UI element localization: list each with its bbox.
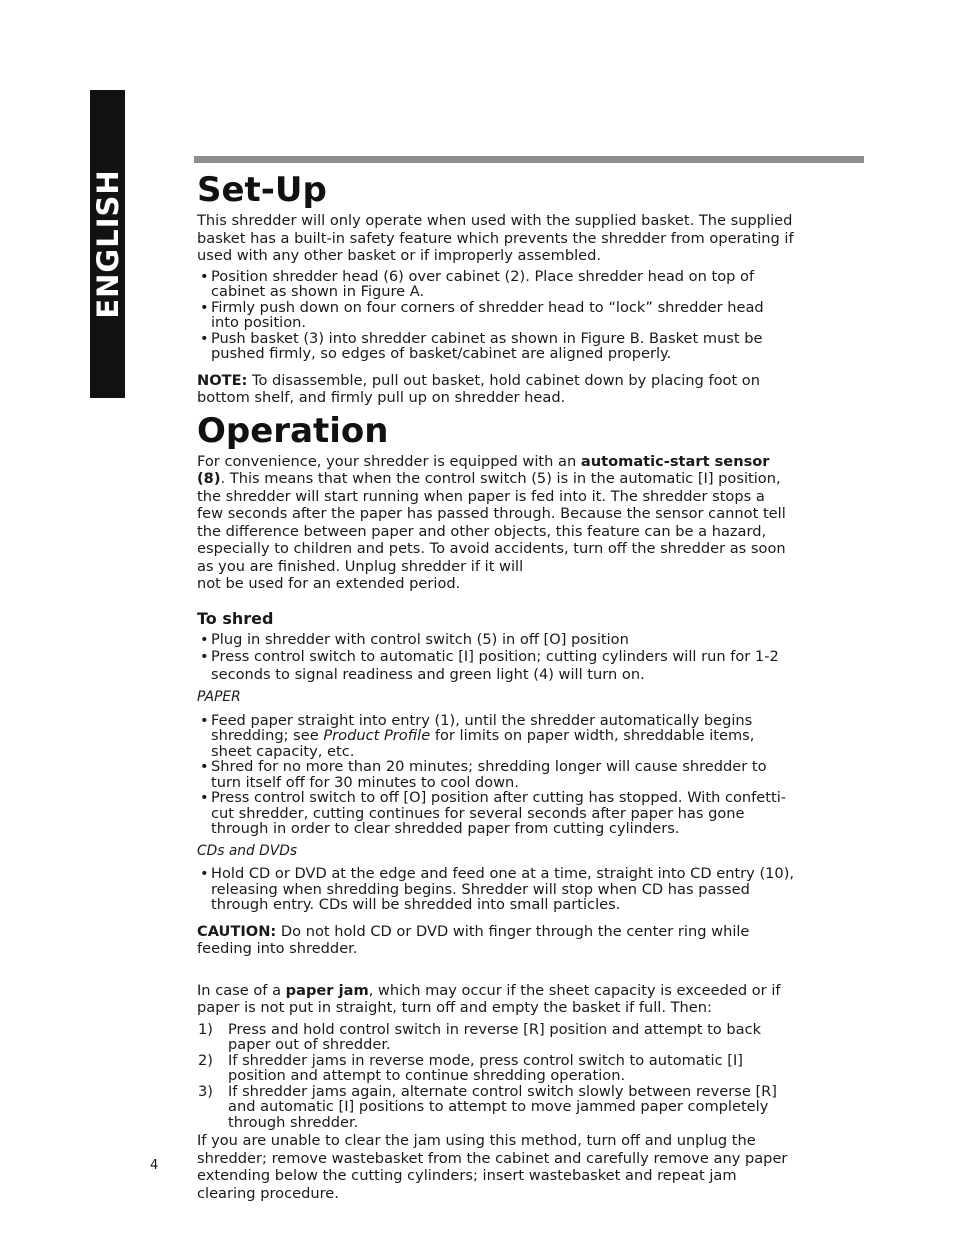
- jam-text-cont: , which may occur if the sheet capacity is exceeded or if paper is not put in straight, turn off and empty the basket if full. Then:: [197, 981, 781, 1016]
- paper-jam-term: paper jam: [285, 981, 369, 999]
- step-item: [197, 1084, 795, 1131]
- paper-jam-intro: [197, 982, 795, 1017]
- list-item: • Press control switch to automatic [I] position; cutting cylinders will run for 1-2 seconds to signal readiness and green light (4) will turn on.: [197, 648, 795, 683]
- to-shred-heading: To shred: [197, 608, 274, 628]
- list-item: [197, 713, 795, 760]
- caution-text: Do not hold CD or DVD with finger through the center ring while feeding into shredder.: [197, 922, 750, 957]
- step-number: 1): [198, 1020, 213, 1038]
- paper-bullets: [197, 713, 795, 837]
- step-item: [197, 1022, 795, 1053]
- intro-text-cont: . This means that when the control switch (5) is in the automatic [I] position, the shredder will start running when paper is fed into it. The shredder stops a few seconds after the paper has passed through. Because the sensor cannot tell the difference between paper and other objects, this feature can be a hazard, especially to children and pets. To avoid accidents, turn off the shredder as soon as you are finished. Unplug shredder if it will: [197, 470, 786, 575]
- jam-text: In case of a: [197, 981, 286, 999]
- list-item: • Firmly push down on four corners of shredder head to “lock” shredder head into position.: [197, 300, 795, 331]
- step-number: 2): [198, 1051, 213, 1069]
- operation-intro: [197, 453, 795, 593]
- main-content: [197, 168, 795, 1202]
- setup-heading: Set-Up: [197, 170, 327, 210]
- auto-sensor-term: automatic-start sensor (8): [197, 452, 770, 487]
- setup-bullets: [197, 269, 795, 362]
- note-text: To disassemble, pull out basket, hold cabinet down by placing foot on bottom shelf, and firmly pull up on shredder head.: [197, 371, 760, 406]
- header-rule: [194, 156, 864, 163]
- step-text: If shredder jams again, alternate control switch slowly between reverse [R] and automatic [I] positions to attempt to move jammed paper completely through shredder.: [228, 1082, 777, 1131]
- cds-subheading: CDs and DVDs: [197, 842, 298, 859]
- step-text: Press and hold control switch in reverse [R] position and attempt to back paper out of shredder.: [228, 1020, 762, 1053]
- list-item: • Push basket (3) into shredder cabinet as shown in Figure B. Basket must be pushed firmly, so edges of basket/cabinet are aligned properly.: [197, 331, 795, 362]
- list-item: • Position shredder head (6) over cabinet (2). Place shredder head on top of cabinet as shown in Figure A.: [197, 269, 795, 300]
- step-number: 3): [198, 1082, 213, 1100]
- setup-note: [197, 372, 795, 407]
- intro-text-last: not be used for an extended period.: [197, 575, 461, 592]
- caution-label: CAUTION:: [197, 922, 277, 940]
- jam-steps: [197, 1022, 795, 1131]
- step-item: [197, 1053, 795, 1084]
- step-text: If shredder jams in reverse mode, press control switch to automatic [I] position and attempt to continue shredding operation.: [228, 1051, 743, 1084]
- bullet-text: for limits on paper width, shreddable items, sheet capacity, etc.: [211, 727, 755, 760]
- to-shred-bullets: [197, 631, 795, 684]
- list-item: • Plug in shredder with control switch (5) in off [O] position: [197, 631, 795, 649]
- cds-bullets: [197, 866, 795, 913]
- paper-subheading: PAPER: [197, 689, 241, 705]
- page-number: 4: [150, 1158, 159, 1173]
- list-item: • Shred for no more than 20 minutes; shredding longer will cause shredder to turn itself off for 30 minutes to cool down.: [197, 759, 795, 790]
- bullet-text: Feed paper straight into entry (1), until the shredder automatically begins shredding; see: [211, 711, 753, 744]
- language-tab-label: ENGLISH: [90, 169, 125, 319]
- setup-intro: This shredder will only operate when used with the supplied basket. The supplied basket has a built-in safety feature which prevents the shredder from operating if used with any other basket or if improperly assembled.: [197, 212, 794, 264]
- intro-text: For convenience, your shredder is equipped with an: [197, 452, 581, 470]
- list-item: • Hold CD or DVD at the edge and feed one at a time, straight into CD entry (10), releasing when shredding begins. Shredder will stop when CD has passed through entry. CDs will be shredded into small particles.: [197, 866, 795, 913]
- closing-paragraph: If you are unable to clear the jam using this method, turn off and unplug the shredder; remove wastebasket from the cabinet and carefully remove any paper extending below the cutting cylinders; insert wastebasket and repeat jam clearing procedure.: [197, 1132, 788, 1202]
- operation-heading: Operation: [197, 410, 389, 451]
- product-profile-ref: Product Profile: [323, 727, 431, 744]
- list-item: • Press control switch to off [O] position after cutting has stopped. With confetti-cut shredder, cutting continues for several seconds after paper has gone through in order to clear shredded paper from cutting cylinders.: [197, 790, 795, 837]
- caution-note: [197, 923, 795, 958]
- note-label: NOTE:: [197, 371, 248, 389]
- language-tab: [90, 90, 125, 398]
